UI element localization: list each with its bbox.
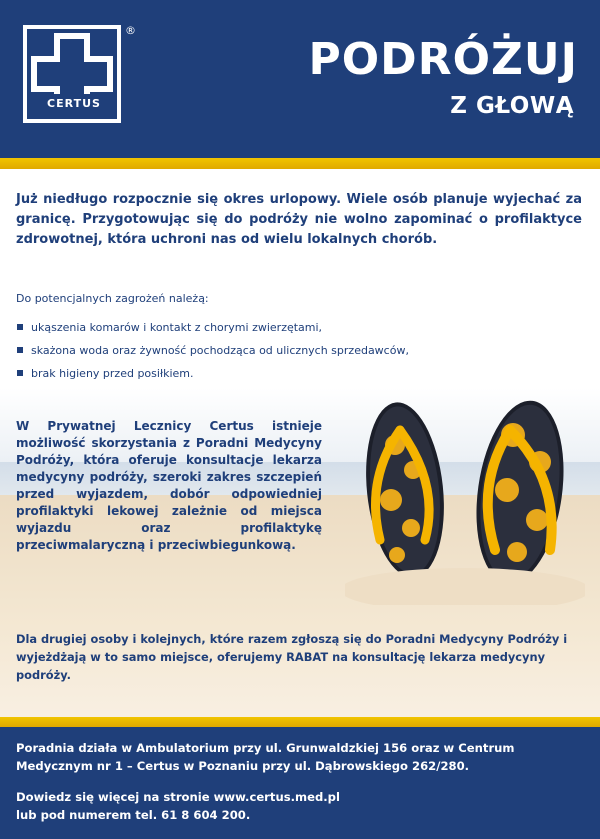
list-item-text: brak higieny przed posiłkiem. [31, 367, 194, 380]
discount-paragraph: Dla drugiej osoby i kolejnych, które razem zgłoszą się do Poradni Medycyny Podróży i wyjeżdżają w to samo miejsce, oferujemy RABAT na konsultację lekarza medycyny podróży. [16, 632, 568, 682]
flip-flops-image [345, 400, 585, 605]
page-title: PODRÓŻUJ [308, 34, 578, 85]
list-item [16, 316, 576, 339]
header-yellow-stripe [0, 158, 600, 169]
list-item [16, 362, 576, 385]
registered-mark: ® [125, 24, 136, 37]
list-item [16, 339, 576, 362]
contact-phone-line: lub pod numerem tel. 61 8 604 200. [16, 808, 251, 822]
list-item-text: skażona woda oraz żywność pochodząca od ulicznych sprzedawców, [31, 344, 409, 357]
logo-text: CERTUS [47, 97, 101, 110]
contact-website-line: Dowiedz się więcej na stronie www.certus.med.pl [16, 790, 340, 804]
bullet-square-icon [17, 370, 23, 376]
footer-address: Poradnia działa w Ambulatorium przy ul. Grunwaldzkiej 156 oraz w Centrum Medycznym nr 1 – Certus w Poznaniu przy ul. Dąbrowskiego 262/280. [16, 741, 515, 773]
footer-contact [16, 788, 584, 824]
bullet-square-icon [17, 324, 23, 330]
intro-paragraph: Już niedługo rozpocznie się okres urlopowy. Wiele osób planuje wyjechać za granicę. Przygotowując się do podróży nie wolno zapominać o profilaktyce zdrowotnej, która uchroni nas od wielu lokalnych chorób. [16, 192, 582, 247]
threats-list [16, 316, 576, 385]
footer-yellow-stripe [0, 717, 600, 727]
list-item-text: ukąszenia komarów i kontakt z chorymi zwierzętami, [31, 321, 323, 334]
header-banner [0, 0, 600, 158]
page-subtitle: Z GŁOWĄ [450, 93, 574, 119]
bullet-square-icon [17, 347, 23, 353]
clinic-info-paragraph: W Prywatnej Lecznicy Certus istnieje możliwość skorzystania z Poradni Medycyny Podróży, która oferuje konsultacje lekarza medycyny podróży, szeroki zakres szczepień przed wyjazdem, dobór odpowiedniej profilaktyki lekowej zależnie od miejsca wyjazdu oraz profilaktykę przeciwmalaryczną i przeciwbiegunkową. [16, 419, 322, 552]
threats-heading: Do potencjalnych zagrożeń należą: [16, 292, 209, 305]
